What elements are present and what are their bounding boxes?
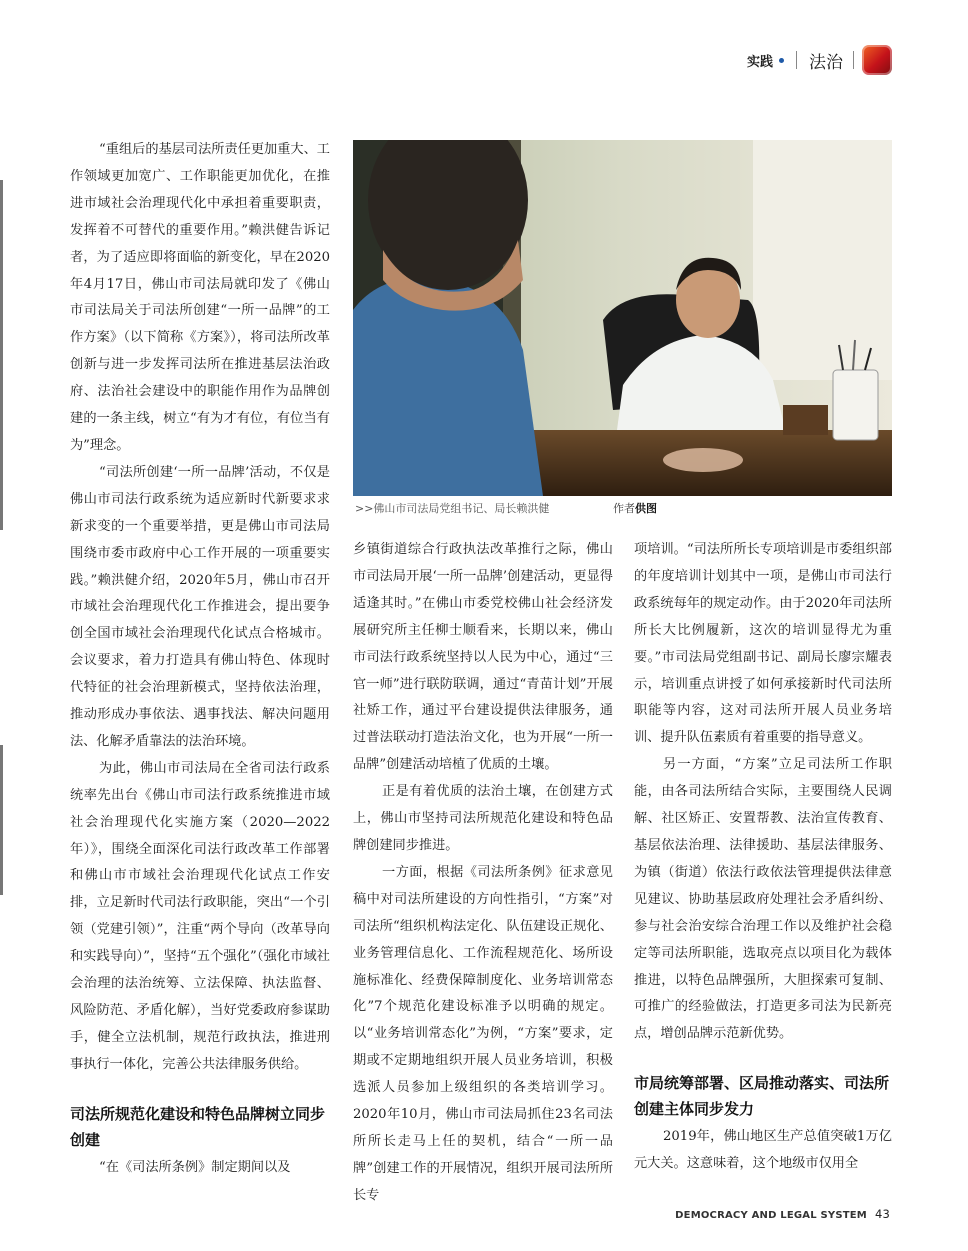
paragraph: 项培训。“司法所所长专项培训是市委组织部的年度培训计划其中一项，是佛山市司法行政系统每年的规定动作。由于2020年司法所所长大比例履新，这次的培训显得尤为重要。”市司法局党组副书记、副局长廖宗耀表示，培训重点讲授了如何承接新时代司法所职能等内容，这对司法所开展人员业务培训、提升队伍素质有着重要的指导意义。 [634, 542, 892, 746]
photo-credit [613, 500, 657, 516]
header-divider [796, 51, 797, 69]
magazine-logo-icon [862, 45, 892, 75]
paragraph: 2019年，佛山地区生产总值突破1万亿元大关。这意味着，这个地级市仅用全 [634, 1129, 892, 1172]
photo-caption [355, 500, 892, 516]
running-footer [675, 1207, 890, 1221]
journal-name: DEMOCRACY AND LEGAL SYSTEM [675, 1210, 867, 1221]
paragraph: 正是有着优质的法治土壤，在创建方式上，佛山市坚持司法所规范化建设和特色品牌创建同步推进。 [353, 784, 613, 853]
page-edge-mark [0, 180, 3, 530]
paragraph: “在《司法所条例》制定期间以及 [99, 1159, 291, 1175]
paragraph: 另一方面，“方案”立足司法所工作职能，由各司法所结合实际，主要围绕人民调解、社区矫正、安置帮教、法治宣传教育、基层依法治理、法律援助、基层法律服务、为镇（街道）依法行政依法管理提供法律意见建议、协助基层政府处理社会矛盾纠纷、参与社会治安综合治理工作以及维护社会稳定等司法所职能，选取亮点以项目化为载体推进，以特色品牌强所，大胆探索可复制、可推广的经验做法，打造更多司法为民新亮点，增创品牌示范新优势。 [634, 757, 892, 1042]
text-column-2 [353, 537, 613, 1210]
text-column-3 [634, 537, 892, 1178]
section-subheading: 司法所规范化建设和特色品牌树立同步创建 [70, 1104, 326, 1149]
magazine-name: 法治 [809, 52, 843, 73]
page-edge-mark [0, 745, 3, 895]
paragraph: 一方面，根据《司法所条例》征求意见稿中对司法所建设的方向性指引，“方案”对司法所“组织机构法定化、队伍建设正规化、业务管理信息化、工作流程规范化、场所设施标准化、经费保障制度化、业务培训常态化”7个规范化建设标准予以明确的规定。以“业务培训常态化”为例，“方案”要求，定期或不定期地组织开展人员业务培训，积极选派人员参加上级组织的各类培训学习。2020年10月，佛山市司法局抓住23名司法所所长走马上任的契机，结合“一所一品牌”创建工作的开展情况，组织开展司法所所长专 [353, 864, 613, 1203]
paragraph: 乡镇街道综合行政执法改革推行之际，佛山市司法局开展‘一所一品牌’创建活动，更显得适逢其时。”在佛山市委党校佛山社会经济发展研究所主任柳士顺看来，长期以来，佛山市司法行政系统坚持以人民为中心，通过“三官一师”进行联防联调，通过“青苗计划”开展社矫工作，通过平台建设提供法律服务，通过普法联动打造法治文化，也为开展“一所一品牌”创建活动培植了优质的土壤。 [353, 542, 613, 773]
interview-photo [353, 140, 892, 496]
text-column-1 [70, 137, 330, 1182]
paragraph: “司法所创建‘一所一品牌’活动，不仅是佛山市司法行政系统为适应新时代新要求求新求变的一个重要举措，更是佛山市司法局围绕市委市政府中心工作开展的一项重要实践。”赖洪健介绍，2020年5月，佛山市召开市域社会治理现代化工作推进会，提出要争创全国市域社会治理现代化试点合格城市。会议要求，着力打造具有佛山特色、体现时代特征的社会治理新模式，坚持依法治理，推动形成办事依法、遇事找法、解决问题用法、化解矛盾靠法的法治环境。 [70, 464, 330, 749]
credit-prefix: 作者 [613, 502, 635, 515]
bullet-dot [779, 58, 784, 63]
paragraph: 为此，佛山市司法局在全省司法行政系统率先出台《佛山市司法行政系统推进市域社会治理现代化实施方案（2020—2022年）》，围绕全面深化司法行政改革工作部署和佛山市市域社会治理现代化试点工作安排，立足新时代司法行政职能，突出“一个引领（党建引领）”，注重“两个导向（改革导向和实践导向）”，坚持“五个强化”（强化市域社会治理的法治统筹、立法保障、执法监督、风险防范、矛盾化解），当好党委政府参谋助手，健全立法机制，规范行政执法，推进刑事执行一体化，完善公共法律服务供给。 [70, 760, 330, 1072]
caption-text: >>佛山市司法局党组书记、局长赖洪健 [355, 502, 550, 515]
section-subheading: 市局统筹部署、区局推动落实、司法所创建主体同步发力 [634, 1074, 890, 1119]
paragraph: “重组后的基层司法所责任更加重大、工作领域更加宽广、工作职能更加优化，在推进市域社会治理现代化中承担着重要职责，发挥着不可替代的重要作用。”赖洪健告诉记者，为了适应即将面临的新变化，早在2020年4月17日，佛山市司法局就印发了《佛山市司法局关于司法所创建“一所一品牌”的工作方案》（以下简称《方案》），将司法所改革创新与进一步发挥司法所在推进基层法治政府、法治社会建设中的职能作用作为品牌创建的一条主线，树立“有为才有位，有位当有为”理念。 [70, 142, 330, 453]
photo-illustration [353, 140, 892, 496]
running-header [747, 44, 892, 76]
credit-label: 供图 [635, 502, 657, 515]
header-divider [853, 51, 854, 69]
page-number: 43 [874, 1207, 890, 1221]
section-label: 实践 [746, 54, 773, 70]
